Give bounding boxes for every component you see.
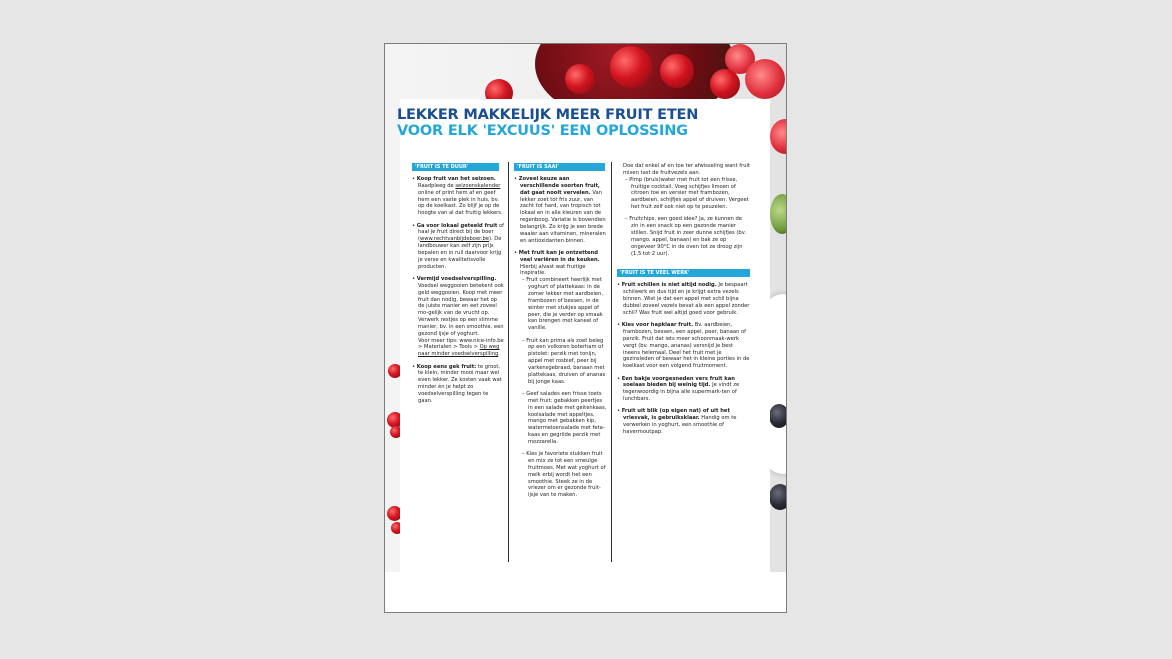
raspberry-image xyxy=(745,59,785,99)
section-bar-te-duur: 'FRUIT IS TE DUUR' xyxy=(412,163,499,171)
list-item: • Ga voor lokaal geteeld fruit of haal je fruit direct bij de boer (www.rechtvanbijdeboer.be). De landbouwer kan zelf zijn prijs bepalen en in ruil daarvoor krijg je verse en kwaliteitsvolle producten. xyxy=(412,222,505,270)
blackberry-image xyxy=(769,404,787,428)
document-page xyxy=(384,43,787,613)
list-item: • Kies voor hapklaar fruit. Bv. aardbeien, frambozen, bessen, een appel, peer, banaan of perzik. Fruit dat iets meer schoonmaak-werk vergt (bv. mango, ananas) versnijd je best ineens helemaal. Deel het fruit met je gezinsleden of bewaar het in kleine porties in de koelkast voor een volgend fruitmoment. xyxy=(617,322,750,370)
list-item: • Vermijd voedselverspilling. Voedsel weggooien betekent ook geld weggooien. Koop met meer fruit dan nodig, bewaar het op de juiste manier en eet zoveel mo-gelijk van de vrucht op. Verwerk restjes op een slimme manier, bv. in een smoothie, een gezond ijsje of yoghurt. Voor meer tips: www.nice-info.be > Materialen > Tools > Op weg naar minder voedselverspilling. xyxy=(412,275,504,358)
leaf-image xyxy=(770,194,787,234)
column-divider xyxy=(611,162,612,562)
list-subitem: – Kies je favoriete stukken fruit en mix ze tot een smeuïge fruitmoes. Met wat yoghurt of melk erbij wordt het een smoothie. Steek ze in de vriezer om er gezonde fruit-ijsje van te maken. xyxy=(522,451,606,499)
list-item: • Fruit schillen is niet altijd nodig. Je bespaart schilwerk en dus tijd en je krijgt extra vezels binnen. Wist je dat een appel met schil bijna dubbel zoveel vezels bevat als een appel zonder schil? Was fruit wel altijd goed voor gebruik. xyxy=(617,282,750,316)
seizoenskalender-link[interactable]: seizoenskalender xyxy=(455,182,501,189)
list-subitem: – Pimp (bruis)water met fruit tot een frisse, fruitige cocktail. Voeg schijfjes limoen of citroen toe en versier met frambozen, aardbeien, schijfjes appel of druiven. Vergeet het fruit zelf ook niet op te peuzelen. xyxy=(625,176,749,211)
column-divider xyxy=(508,162,509,562)
cherry-image xyxy=(610,46,652,88)
list-subitem: – Fruitchips, een goed idee? Ja, ze kunnen de zin in een snack op een gezonde manier stillen. Snijd fruit in zeer dunne schijfjes (bv. mango, appel, banaan) en bak ze op ongeveer 90°C in de oven tot ze droog zijn (1,5 tot 2 uur). xyxy=(625,216,747,257)
blackberry-image xyxy=(769,484,787,510)
list-item: • Zoveel keuze aan verschillende soorten fruit, dat gaat nooit vervelen. Van lekker zoet tot fris zuur, van zacht tot hard, van tropisch tot lokaal en in alle kleuren van de regenboog. Variatie is bovendien belangrijk. Zo krijg je een brede waaier aan vitaminen, mineralen en antioxidanten binnen. xyxy=(514,176,606,244)
raspberry-image xyxy=(770,119,787,154)
cherry-image xyxy=(565,64,595,94)
column-te-duur xyxy=(412,163,504,410)
list-item: • Koop eens gek fruit: te groot, te klein, minder mooi maar wel even lekker. Ze kosten vaak wat minder én je helpt zo voedselverspilling tegen te gaan. xyxy=(412,363,502,404)
recht-van-bij-de-boer-link[interactable]: www.rechtvanbijdeboer.be xyxy=(420,236,489,243)
section-bar-te-veel-werk: 'FRUIT IS TE VEEL WERK' xyxy=(617,269,750,277)
column-saai xyxy=(514,163,608,505)
column-te-veel-werk xyxy=(617,163,751,441)
list-item: • Met fruit kan je ontzettend veel variëren in de keuken. Hierbij alvast wat fruitige inspiratie. xyxy=(514,249,600,277)
list-item: • Fruit uit blik (op eigen nat) of uit het vriesvak, is gebruiksklaar. Handig om te verwerken in yoghurt, een smoothie of havermoutpap. xyxy=(617,408,737,435)
cherry-image xyxy=(660,54,694,88)
document-subtitle: VOOR ELK 'EXCUUS' EEN OPLOSSING xyxy=(397,123,688,139)
list-subitem: – Geef salades een frisse toets met fruit: gebakken peertjes in een salade met geitenkaas, koolsalade met appeltjes, mango met gebakken kip, watermeloensalade met feta-kaas en gegrilde perzik met mozzarella. xyxy=(522,390,607,445)
cherry-image xyxy=(710,69,740,99)
list-subitem: – Fruit kan prima als zoet beleg op een volkoren boterham of pistolet: perzik met tonijn, appel met rosbief, peer bij varkensgebraad, banaan met plattekaas, druiven of ananas bij jonge kaas. xyxy=(522,337,606,385)
section-bar-saai: 'FRUIT IS SAAI' xyxy=(514,163,605,171)
voedselverspilling-link[interactable]: Op weg naar minder voedselverspilling xyxy=(418,344,500,358)
list-item: • Koop fruit van het seizoen. Raadpleeg de seizoenskalender online of print hem af en geef hem een vaste plek in huis, bv. op de koelkast. Zo blijf je op de hoogte van al dat fruitig lekkers. xyxy=(412,176,503,217)
list-item: • Een bakje voorgesneden vers fruit kan soelaas bieden bij weinig tijd. Je vindt ze tegenwoordig in bijna alle supermark-ten of lunchbars. xyxy=(617,375,740,403)
document-title: LEKKER MAKKELIJK MEER FRUIT ETEN xyxy=(397,107,699,123)
list-subitem: – Fruit combineert heerlijk met yoghurt of plattekaas: in de zomer lekker met aardbeien, frambozen of bessen, in de winter met stukjes appel of peer, die je verder op smaak kan brengen met kaneel of vanille. xyxy=(522,277,604,332)
paragraph: Doe dat enkel af en toe ter afwisseling want fruit mixen tast de fruitvezels aan. xyxy=(623,163,751,176)
